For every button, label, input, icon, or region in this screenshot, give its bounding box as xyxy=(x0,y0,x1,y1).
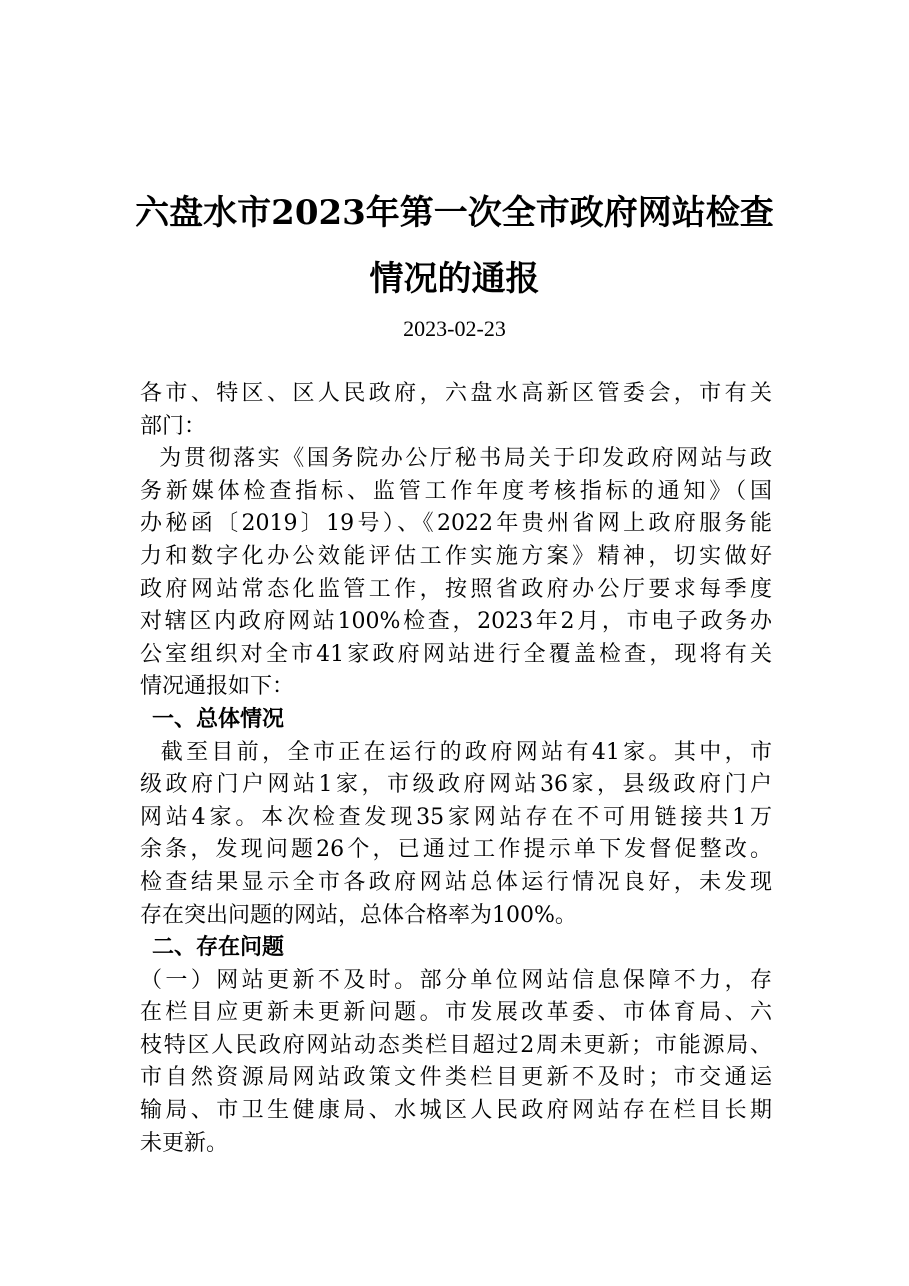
document-title-line-1: 六盘水市2023年第一次全市政府网站检查 xyxy=(135,193,774,233)
paragraph-line: 对辖区内政府网站100%检查，2023年2月，市电子政务办 xyxy=(140,609,772,635)
paragraph-line: 公室组织对全市41家政府网站进行全覆盖检查，现将有关 xyxy=(140,641,772,667)
paragraph-line: （一）网站更新不及时。部分单位网站信息保障不力，存 xyxy=(140,967,772,993)
overall-paragraph xyxy=(140,737,772,933)
paragraph-line: 输局、市卫生健康局、水城区人民政府网站存在栏目长期 xyxy=(140,1098,772,1124)
paragraph-line: 市自然资源局网站政策文件类栏目更新不及时；市交通运 xyxy=(140,1065,772,1091)
paragraph-line: 余条，发现问题26个，已通过工作提示单下发督促整改。 xyxy=(140,837,772,863)
intro-paragraph xyxy=(140,443,772,704)
paragraph-line: 在栏目应更新未更新问题。市发展改革委、市体育局、六 xyxy=(140,1000,772,1026)
salutation-line: 各市、特区、区人民政府，六盘水高新区管委会，市有关 xyxy=(140,381,772,406)
paragraph-line: 务新媒体检查指标、监管工作年度考核指标的通知》（国 xyxy=(140,478,772,504)
document-body xyxy=(140,378,772,1160)
paragraph-line: 情况通报如下： xyxy=(140,674,295,700)
paragraph-line: 为贯彻落实《国务院办公厅秘书局关于印发政府网站与政 xyxy=(140,446,772,472)
paragraph-line: 级政府门户网站1家，市级政府网站36家，县级政府门户 xyxy=(140,772,772,798)
paragraph-line: 力和数字化办公效能评估工作实施方案》精神，切实做好 xyxy=(140,543,772,569)
document-date: 2023-02-23 xyxy=(403,316,506,341)
salutation-line: 部门： xyxy=(140,413,207,439)
salutation xyxy=(140,378,772,443)
paragraph-line: 未更新。 xyxy=(140,1130,229,1156)
document-title-line-2: 情况的通报 xyxy=(369,259,540,299)
paragraph-line: 枝特区人民政府网站动态类栏目超过2周未更新；市能源局、 xyxy=(140,1032,772,1058)
paragraph-line: 检查结果显示全市各政府网站总体运行情况良好，未发现 xyxy=(140,869,772,895)
paragraph-line: 政府网站常态化监管工作，按照省政府办公厅要求每季度 xyxy=(140,576,772,602)
problems-paragraph xyxy=(140,965,772,1161)
paragraph-line: 网站4家。本次检查发现35家网站存在不可用链接共1万 xyxy=(140,804,772,830)
paragraph-line: 存在突出问题的网站，总体合格率为100%。 xyxy=(140,902,577,928)
paragraph-line: 截至目前，全市正在运行的政府网站有41家。其中，市 xyxy=(140,739,772,765)
section-heading-overall: 一、总体情况 xyxy=(152,706,285,732)
section-heading-problems: 二、存在问题 xyxy=(152,935,285,961)
paragraph-line: 办秘函〔2019〕19号）、《2022年贵州省网上政府服务能 xyxy=(140,511,772,537)
